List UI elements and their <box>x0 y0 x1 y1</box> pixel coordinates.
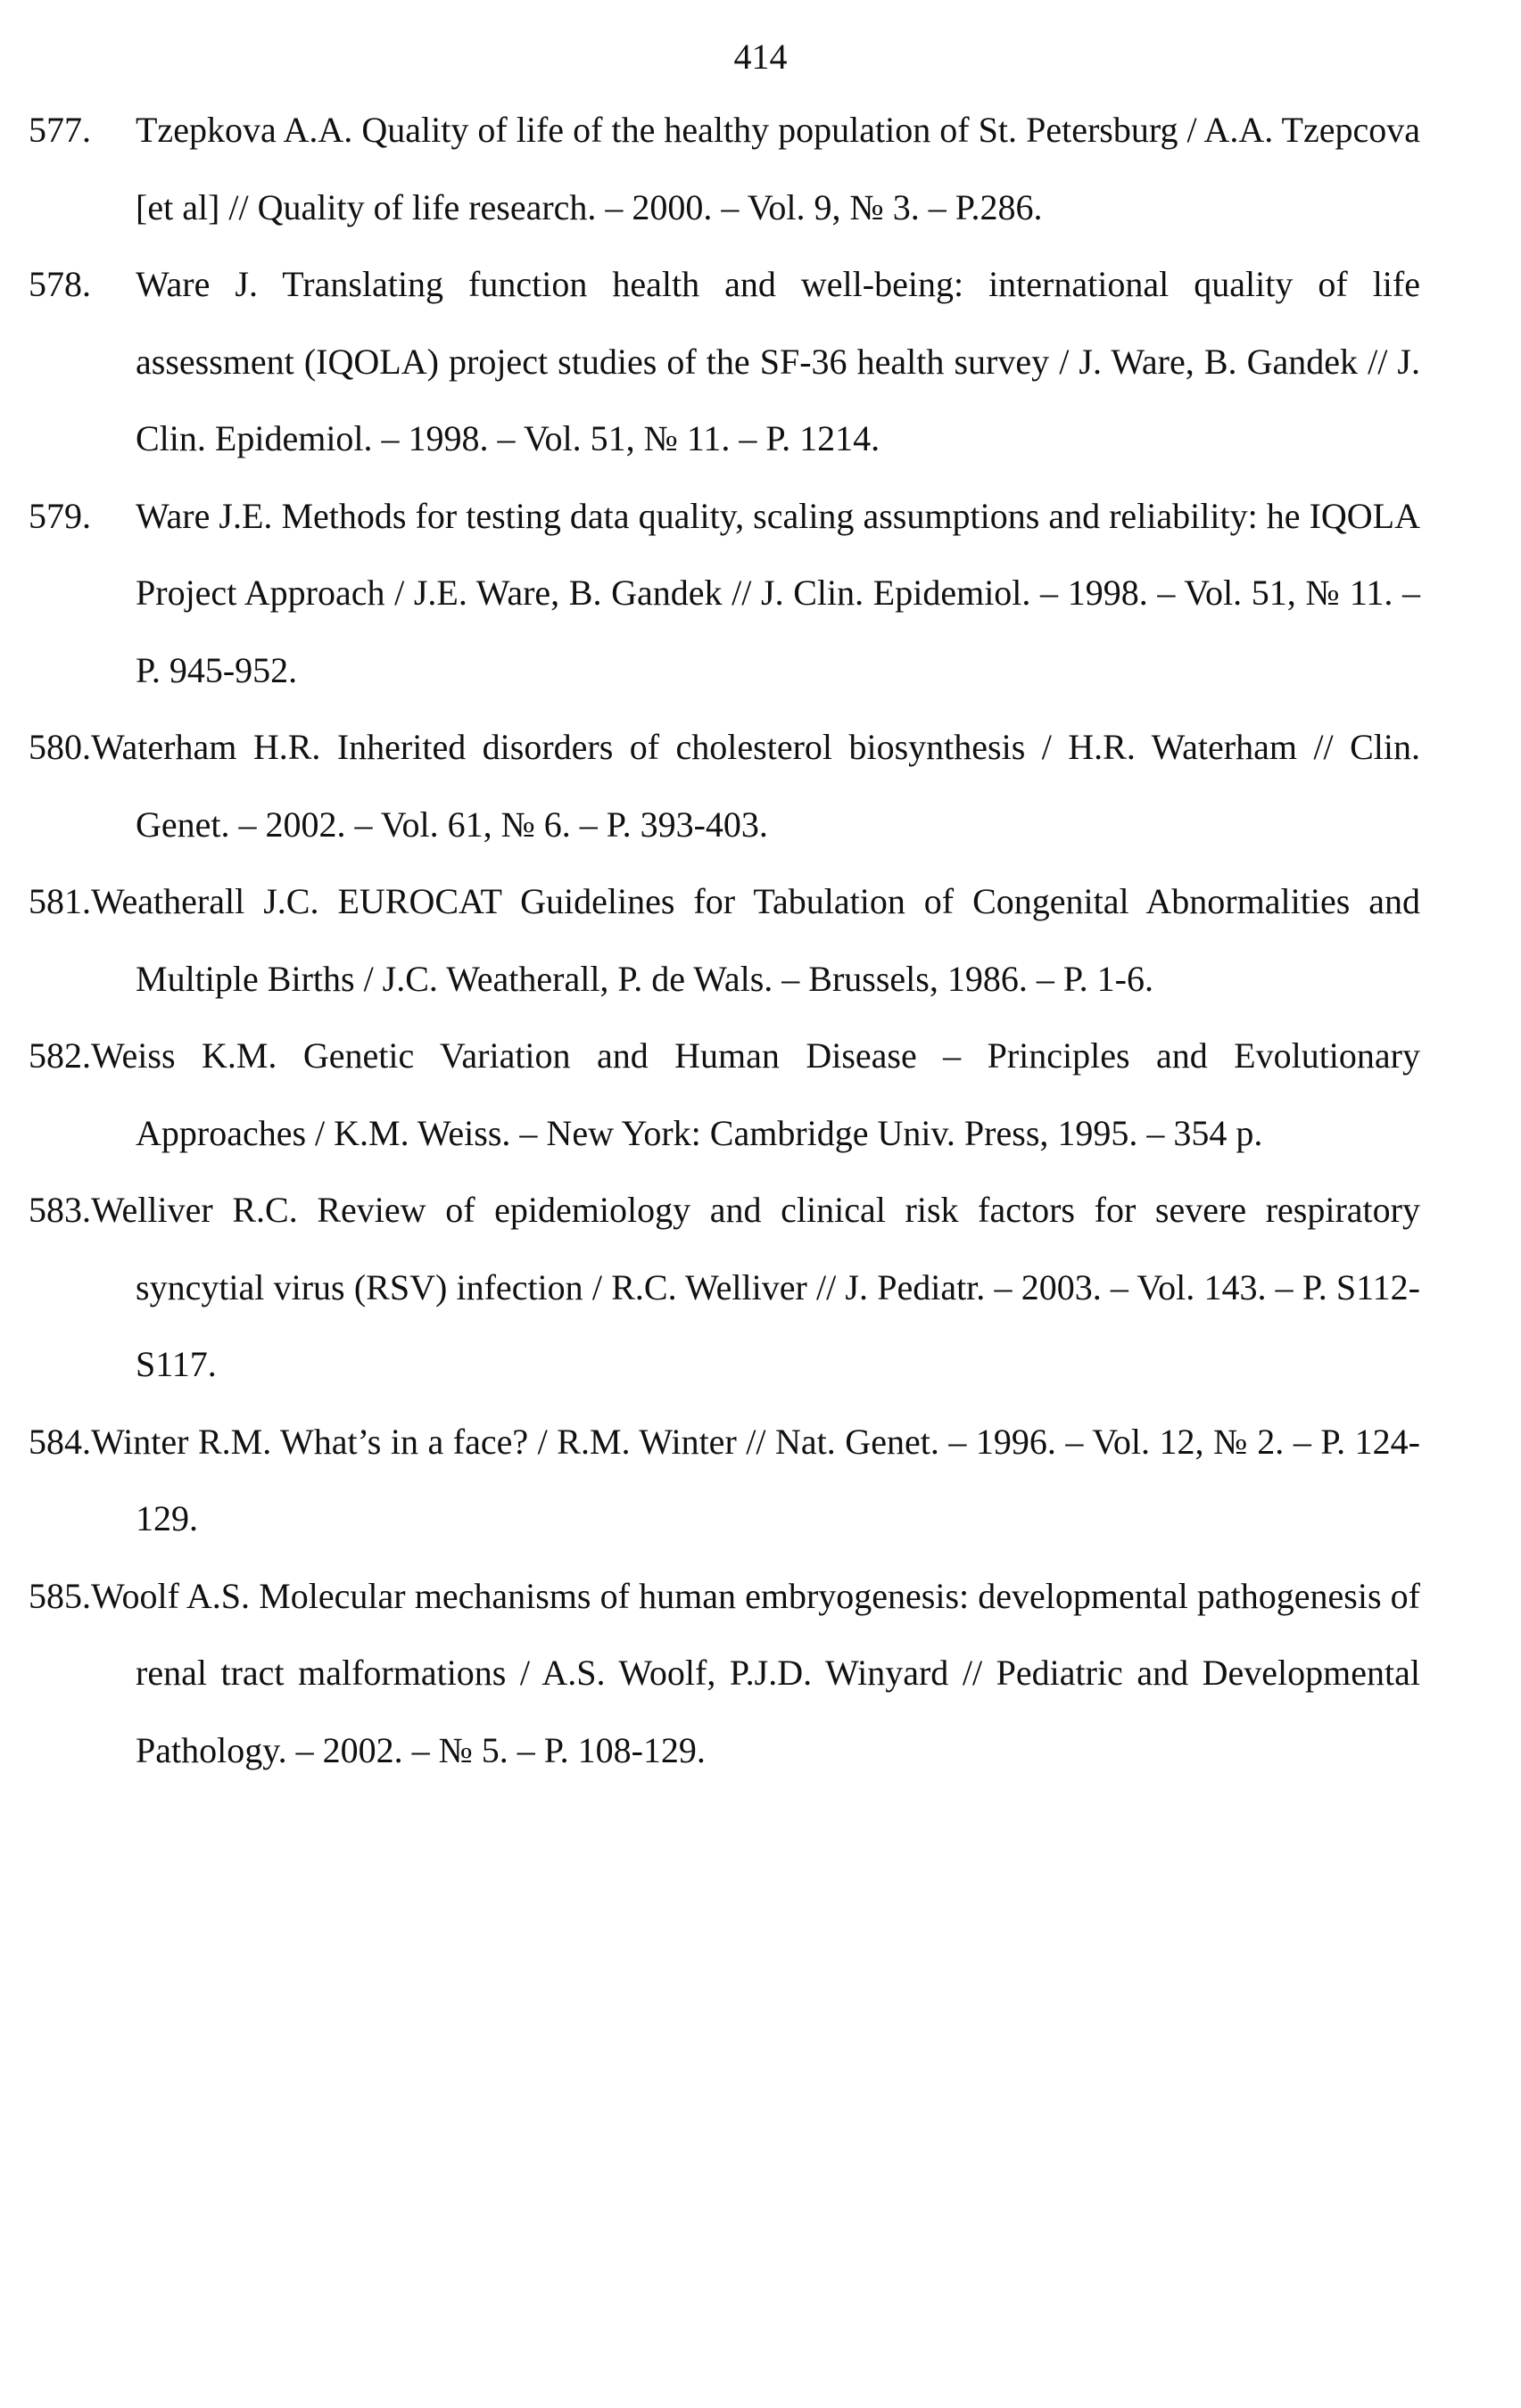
reference-text: Weiss K.M. Genetic Variation and Human Disease – Principles and Evolutionary Approaches / K.M. Weiss. – New York: Cambridge Univ. Press, 1995. – 354 p. <box>91 1035 1420 1153</box>
reference-item <box>29 1558 1420 1790</box>
reference-item <box>29 246 1420 478</box>
reference-text: Ware J. Translating function health and well-being: international quality of life assessment (IQOLA) project studies of the SF-36 health survey / J. Ware, B. Gandek // J. Clin. Epidemiol. – 1998. – Vol. 51, № 11. – P. 1214. <box>136 264 1420 458</box>
reference-number: 582. <box>29 1035 91 1076</box>
reference-item <box>29 709 1420 863</box>
reference-item <box>29 863 1420 1018</box>
reference-number: 584. <box>29 1421 91 1462</box>
reference-number: 580. <box>29 727 91 767</box>
reference-item <box>29 1404 1420 1558</box>
reference-number: 577. <box>29 110 91 150</box>
reference-number: 578. <box>29 264 91 304</box>
reference-text: Weatherall J.C. EUROCAT Guidelines for Tabulation of Congenital Abnormalities and Multiple Births / J.C. Weatherall, P. de Wals. – Brussels, 1986. – P. 1-6. <box>91 881 1420 999</box>
page-number: 414 <box>733 37 788 77</box>
reference-text: Waterham H.R. Inherited disorders of cholesterol biosynthesis / H.R. Waterham // Clin. Genet. – 2002. – Vol. 61, № 6. – P. 393-403. <box>91 727 1420 845</box>
reference-item <box>29 92 1420 246</box>
reference-text: Winter R.M. What’s in a face? / R.M. Winter // Nat. Genet. – 1996. – Vol. 12, № 2. – P. 124-129. <box>91 1421 1420 1538</box>
reference-text: Tzepkova A.A. Quality of life of the healthy population of St. Petersburg / A.A. Tzepcova [et al] // Quality of life research. – 2000. – Vol. 9, № 3. – P.286. <box>136 110 1420 227</box>
reference-text: Ware J.E. Methods for testing data quality, scaling assumptions and reliability: he IQOLA Project Approach / J.E. Ware, B. Gandek // J. Clin. Epidemiol. – 1998. – Vol. 51, № 11. – P. 945-952. <box>136 495 1420 690</box>
reference-number: 581. <box>29 881 91 921</box>
reference-text: Woolf A.S. Molecular mechanisms of human embryogenesis: developmental pathogenesis of renal tract malformations / A.S. Woolf, P.J.D. Winyard // Pediatric and Developmental Pathology. – 2002. – № 5. – P. 108-129. <box>91 1575 1420 1770</box>
reference-text: Welliver R.C. Review of epidemiology and clinical risk factors for severe respiratory syncytial virus (RSV) infection / R.C. Welliver // J. Pediatr. – 2003. – Vol. 143. – P. S112-S117. <box>91 1190 1420 1384</box>
reference-item <box>29 478 1420 710</box>
reference-number: 585. <box>29 1575 91 1616</box>
reference-number: 579. <box>29 495 91 536</box>
reference-item <box>29 1172 1420 1404</box>
reference-list <box>29 92 1420 1789</box>
reference-number: 583. <box>29 1190 91 1230</box>
reference-item <box>29 1018 1420 1172</box>
